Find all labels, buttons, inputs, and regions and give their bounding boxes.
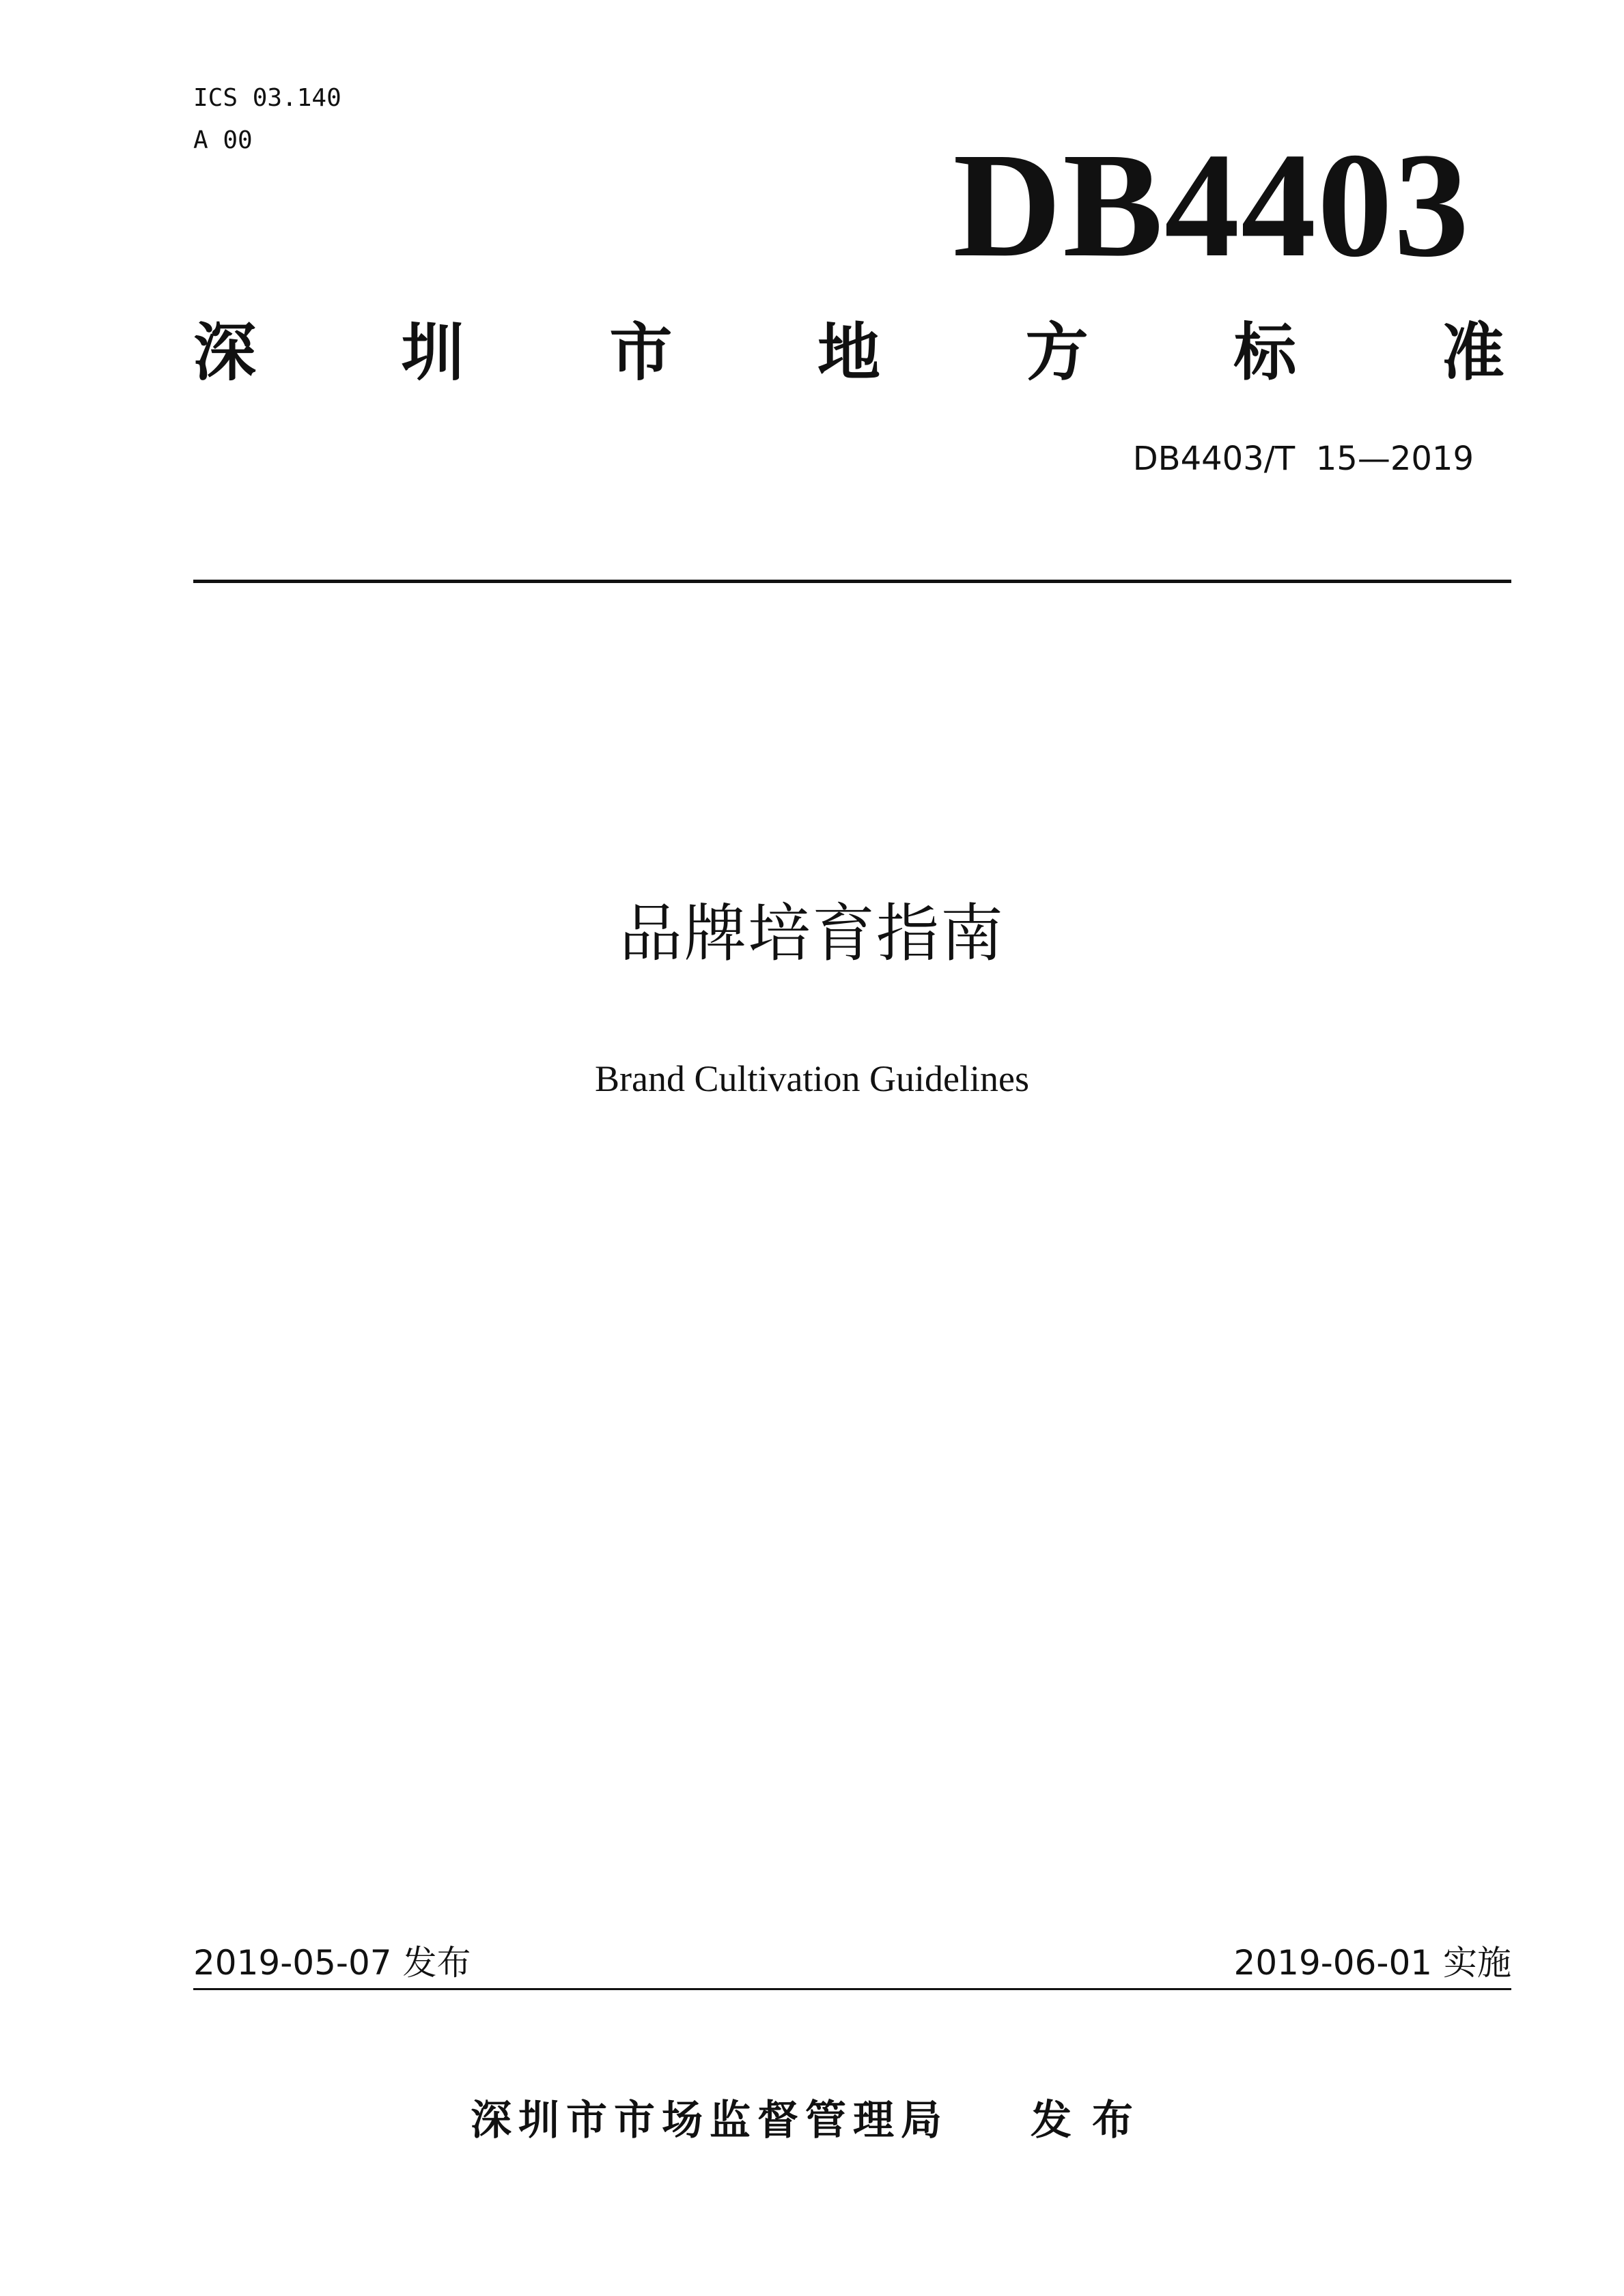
standard-type-char: 地 <box>817 316 880 389</box>
standard-type-char: 方 <box>1025 316 1089 389</box>
publisher-name: 深圳市市场监督管理局 <box>471 2097 949 2144</box>
publisher-line <box>0 2093 1624 2148</box>
date-row <box>193 1940 1511 1985</box>
standard-type-char: 标 <box>1233 316 1297 389</box>
standard-type-char: 准 <box>1441 316 1504 389</box>
document-title-chinese: 品牌培育指南 <box>619 897 1005 970</box>
standard-type-char: 圳 <box>401 316 464 389</box>
footer-divider <box>193 1988 1511 1990</box>
standard-type-heading <box>193 315 1504 391</box>
implementation-date: 2019-06-01 实施 <box>1233 1943 1511 1983</box>
document-title-english: Brand Cultivation Guidelines <box>595 1058 1029 1099</box>
standard-type-char: 市 <box>609 316 673 389</box>
standard-type-char: 深 <box>193 316 257 389</box>
ics-code: ICS 03.140 <box>193 84 341 112</box>
standard-number: DB4403/T 15—2019 <box>1132 440 1474 478</box>
header-divider <box>193 580 1511 583</box>
publish-action: 发布 <box>1031 2097 1153 2144</box>
db-standard-mark: DB4403 <box>953 122 1470 288</box>
classification-code: A 00 <box>193 126 253 154</box>
issue-date: 2019-05-07 发布 <box>193 1943 471 1983</box>
